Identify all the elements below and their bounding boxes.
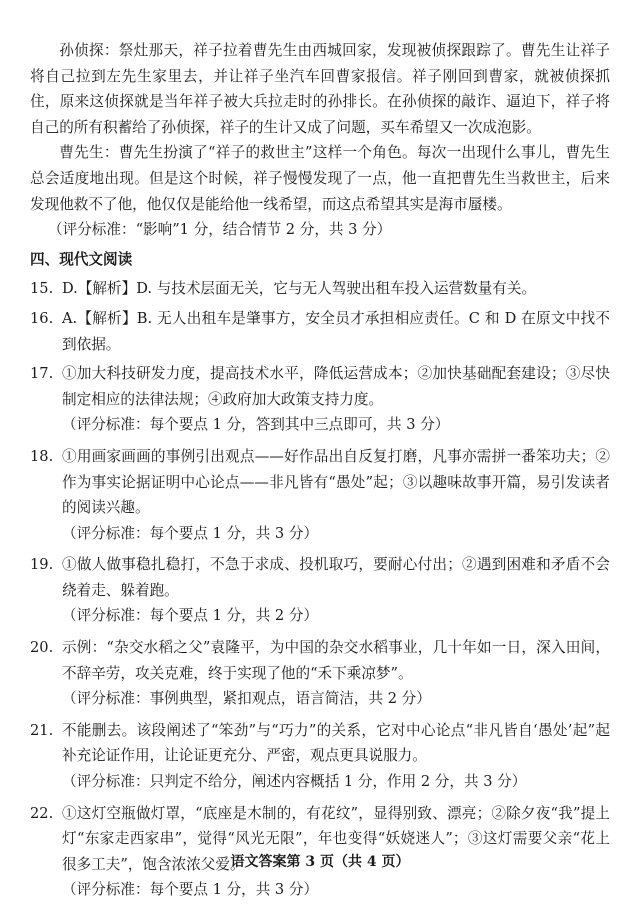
question-answer: ①用画家画画的事例引出观点——好作品出自反复打磨，凡事亦需拼一番笨功夫；②作为事实论据证明中心论点——非凡皆有“愚处”起；③以趣味故事开篇，易引发读者的阅读兴趣。 (62, 447, 610, 517)
score-criteria-14: （评分标准：“影响”1 分，结合情节 2 分，共 3 分） (48, 221, 392, 239)
score-criteria: （评分标准：事例典型，紧扣观点，语言简洁，共 2 分） (62, 690, 431, 708)
question-number: 22. (30, 804, 54, 822)
question-number: 21. (30, 721, 54, 739)
paragraph-mr-cao: 曹先生：曹先生扮演了“祥子的救世主”这样一个角色。每次一出现什么事儿，曹先生总会适度地出现。但是这个时候，祥子慢慢发现了一点，他一直把曹先生当救世主，后来发现他救不了他，他仅仅是能给他一线希望，而这点希望其实是海市蜃楼。 (30, 144, 610, 213)
question-number: 20. (30, 639, 54, 657)
question-answer: ①加大科技研发力度，提高技术水平，降低运营成本；②加快基础配套建设；③尽快制定相应的法律法规；④政府加大政策支持力度。 (62, 365, 610, 408)
question-answer: 不能删去。该段阐述了“笨劲”与“巧力”的关系，它对中心论点“非凡皆自‘愚处’起”起补充论证作用，让论证更充分、严密，观点更具说服力。 (62, 721, 610, 765)
score-criteria: （评分标准：每个要点 1 分，答到其中三点即可，共 3 分） (62, 416, 450, 434)
question-15 (30, 276, 610, 302)
question-number: 17. (30, 365, 54, 383)
page-footer: 语文答案第 3 页（共 4 页） (230, 854, 410, 870)
answer-page (30, 38, 610, 909)
question-17 (30, 361, 610, 412)
question-number: 15. (30, 280, 54, 298)
score-criteria: （评分标准：每个要点 1 分，共 3 分） (62, 524, 319, 542)
question-answer: A.【解析】B. 无人出租车是肇事方，安全员才承担相应责任。C 和 D 在原文中找不到依据。 (62, 309, 610, 353)
question-answer: 示例：“杂交水稻之父”袁隆平，为中国的杂交水稻事业，几十年如一日，深入田间，不辞辛劳，攻关克难，终于实现了他的“禾下乘凉梦”。 (62, 639, 610, 682)
score-criteria: （评分标准：每个要点 1 分，共 3 分） (62, 881, 319, 899)
question-16 (30, 306, 610, 357)
question-number: 18. (30, 447, 54, 465)
question-number: 16. (30, 309, 54, 327)
question-answer: D.【解析】D. 与技术层面无关，它与无人驾驶出租车投入运营数量有关。 (62, 280, 537, 298)
section-title: 四、现代文阅读 (30, 250, 133, 268)
question-19 (30, 552, 610, 603)
question-21 (30, 718, 610, 769)
question-answer: ①做人做事稳扎稳打，不急于求成、投机取巧，要耐心付出；②遇到困难和矛盾不会绕着走、躲着跑。 (62, 556, 610, 599)
question-20 (30, 635, 610, 686)
score-criteria: （评分标准：只判定不给分，阐述内容概括 1 分，作用 2 分，共 3 分） (62, 773, 527, 791)
paragraph-sun-detective: 孙侦探：祭灶那天，祥子拉着曹先生由西城回家，发现被侦探跟踪了。曹先生让祥子将自己拉到左先生家里去，并让祥子坐汽车回曹家报信。祥子刚回到曹家，就被侦探抓住，原来这侦探就是当年祥子被大兵拉走时的孙排长。在孙侦探的敲诈、逼迫下，祥子将自己的所有积蓄给了孙侦探，祥子的生计又成了问题，买车希望又一次成泡影。 (30, 42, 610, 136)
question-number: 19. (30, 556, 54, 574)
question-18 (30, 444, 610, 521)
question-answer: ①这灯空瓶做灯罩，“底座是木制的，有花纹”，显得别致、漂亮；②除夕夜“我”提上灯“东家走西家串”，觉得“风光无限”，年也变得“妖娆迷人”；③这灯需要父亲“花上很多工夫”，饱含浓浓父爱。 (62, 804, 610, 873)
score-criteria: （评分标准：每个要点 1 分，共 2 分） (62, 607, 319, 625)
